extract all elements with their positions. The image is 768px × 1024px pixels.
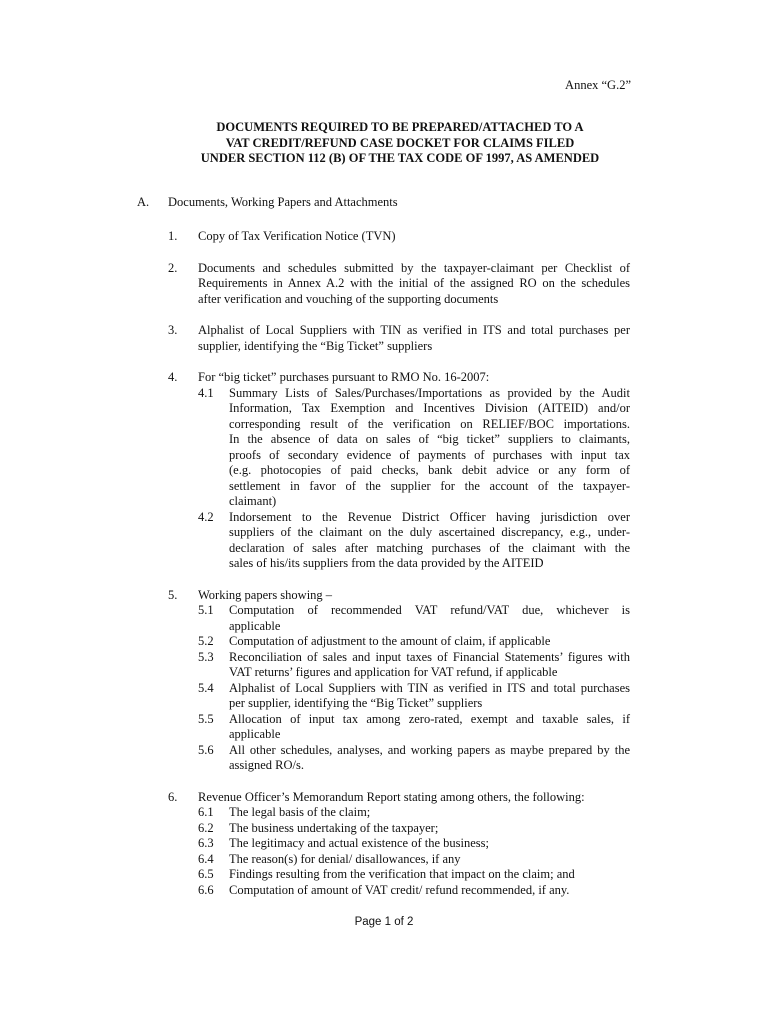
title-line: UNDER SECTION 112 (B) OF THE TAX CODE OF 1997, AS AMENDED	[200, 151, 600, 165]
sub-item-text: The legal basis of the claim;	[229, 805, 371, 819]
item-text: Revenue Officer’s Memorandum Report stating among others, the following:	[198, 789, 585, 804]
sub-item-text: applicable	[229, 618, 281, 633]
sub-item-number: 5.6	[198, 742, 214, 757]
item-text: Alphalist of Local Suppliers with TIN as verified in ITS and total purchases per	[198, 323, 630, 337]
item-text: Requirements in Annex A.2 with the initial of the assigned RO on the schedules	[198, 276, 630, 290]
item-number: 2.	[168, 260, 178, 275]
list-item-2	[168, 261, 630, 308]
sub-item-number: 5.2	[198, 634, 214, 648]
sub-item-text: Alphalist of Local Suppliers with TIN as verified in ITS and total purchases	[229, 680, 630, 695]
sub-item-6-2	[198, 821, 630, 837]
sub-item-6-5	[198, 867, 630, 883]
sub-item-number: 4.1	[198, 385, 214, 400]
item-number: 1.	[168, 229, 178, 243]
sub-item-text: Indorsement to the Revenue District Officer having jurisdiction over	[229, 509, 630, 524]
sub-item-text: Computation of amount of VAT credit/ refund recommended, if any.	[229, 882, 570, 897]
item-number: 5.	[168, 587, 178, 602]
list-item-1	[168, 229, 630, 245]
item-text: Copy of Tax Verification Notice (TVN)	[198, 229, 396, 243]
item-text: Documents and schedules submitted by the taxpayer-claimant per Checklist of	[198, 260, 630, 275]
title-line: VAT CREDIT/REFUND CASE DOCKET FOR CLAIMS FILED	[225, 135, 575, 150]
sub-item-5-5	[198, 712, 630, 743]
sub-item-text: All other schedules, analyses, and working papers as maybe prepared by the	[229, 742, 630, 757]
annex-label: Annex “G.2”	[565, 78, 631, 92]
sub-item-text: declaration of sales after matching purchases of the claimant with the	[229, 540, 630, 555]
document-title	[140, 120, 660, 167]
sub-item-text: corresponding result of the verification on RELIEF/BOC importations.	[229, 416, 630, 431]
item-number: 3.	[168, 323, 178, 337]
sub-item-5-3	[198, 650, 630, 681]
sub-item-number: 6.6	[198, 882, 214, 897]
title-line: DOCUMENTS REQUIRED TO BE PREPARED/ATTACHED TO A	[216, 120, 584, 134]
item-text: after verification and vouching of the supporting documents	[198, 291, 499, 306]
sub-item-text: sales of his/its suppliers from the data provided by the AITEID	[229, 556, 544, 570]
sub-item-number: 6.4	[198, 851, 214, 866]
sub-item-text: The business undertaking of the taxpayer;	[229, 820, 439, 835]
sub-item-number: 6.3	[198, 836, 214, 850]
sub-item-number: 5.3	[198, 649, 214, 664]
sub-item-text: claimant)	[229, 494, 277, 508]
sub-item-text: assigned RO/s.	[229, 758, 304, 772]
sub-item-number: 6.2	[198, 820, 214, 835]
requirements-list	[168, 229, 630, 914]
sub-item-text: Summary Lists of Sales/Purchases/Importations as provided by the Audit	[229, 385, 630, 400]
sub-item-6-4	[198, 852, 630, 868]
sub-item-text: Findings resulting from the verification that impact on the claim; and	[229, 867, 575, 881]
sub-item-text: applicable	[229, 727, 281, 741]
page-number: Page 1 of 2	[354, 916, 414, 928]
list-item-5	[168, 588, 630, 774]
sub-item-text: VAT returns’ figures and application for VAT refund, if applicable	[229, 665, 558, 679]
sub-item-text: The legitimacy and actual existence of the business;	[229, 836, 489, 850]
sub-item-number: 5.4	[198, 680, 214, 695]
section-title: Documents, Working Papers and Attachments	[168, 195, 398, 209]
list-item-4	[168, 370, 630, 572]
list-item-3	[168, 323, 630, 354]
item-text: supplier, identifying the “Big Ticket” suppliers	[198, 338, 433, 353]
sub-item-5-4	[198, 681, 630, 712]
item-number: 6.	[168, 789, 178, 804]
sub-item-4-1	[198, 386, 630, 510]
list-item-6	[168, 790, 630, 899]
sub-item-5-6	[198, 743, 630, 774]
sub-item-text: Computation of adjustment to the amount of claim, if applicable	[229, 634, 551, 648]
item-text: Working papers showing –	[198, 587, 333, 602]
sub-item-5-1	[198, 603, 630, 634]
sub-item-text: Reconciliation of sales and input taxes of Financial Statements’ figures with	[229, 649, 630, 664]
sub-item-number: 6.1	[198, 805, 214, 819]
sub-item-text: (e.g. photocopies of paid checks, bank debit advice or any form of	[229, 463, 630, 477]
sub-item-text: per supplier, identifying the “Big Ticket” suppliers	[229, 696, 483, 710]
item-text: For “big ticket” purchases pursuant to RMO No. 16-2007:	[198, 370, 490, 384]
sub-item-text: suppliers of the claimant on the duly ascertained discrepancy, e.g., under-	[229, 525, 630, 539]
sub-item-4-2	[198, 510, 630, 572]
sub-item-text: Computation of recommended VAT refund/VAT due, whichever is	[229, 603, 630, 617]
sub-item-text: The reason(s) for denial/ disallowances, if any	[229, 851, 461, 866]
sub-item-text: proofs of secondary evidence of payments of purchases with input tax	[229, 447, 630, 462]
sub-item-6-1	[198, 805, 630, 821]
sub-item-text: settlement in favor of the supplier for the account of the taxpayer-	[229, 478, 630, 493]
sub-item-text: Information, Tax Exemption and Incentives Division (AITEID) and/or	[229, 401, 630, 415]
sub-item-6-6	[198, 883, 630, 899]
sub-item-5-2	[198, 634, 630, 650]
sub-item-6-3	[198, 836, 630, 852]
section-letter: A.	[137, 195, 150, 209]
sub-item-number: 6.5	[198, 867, 214, 881]
sub-item-number: 5.1	[198, 603, 214, 617]
sub-item-number: 5.5	[198, 711, 214, 726]
sub-item-number: 4.2	[198, 509, 214, 524]
sub-item-text: Allocation of input tax among zero-rated, exempt and taxable sales, if	[229, 711, 630, 726]
sub-item-text: In the absence of data on sales of “big ticket” suppliers to claimants,	[229, 432, 630, 446]
item-number: 4.	[168, 370, 178, 384]
